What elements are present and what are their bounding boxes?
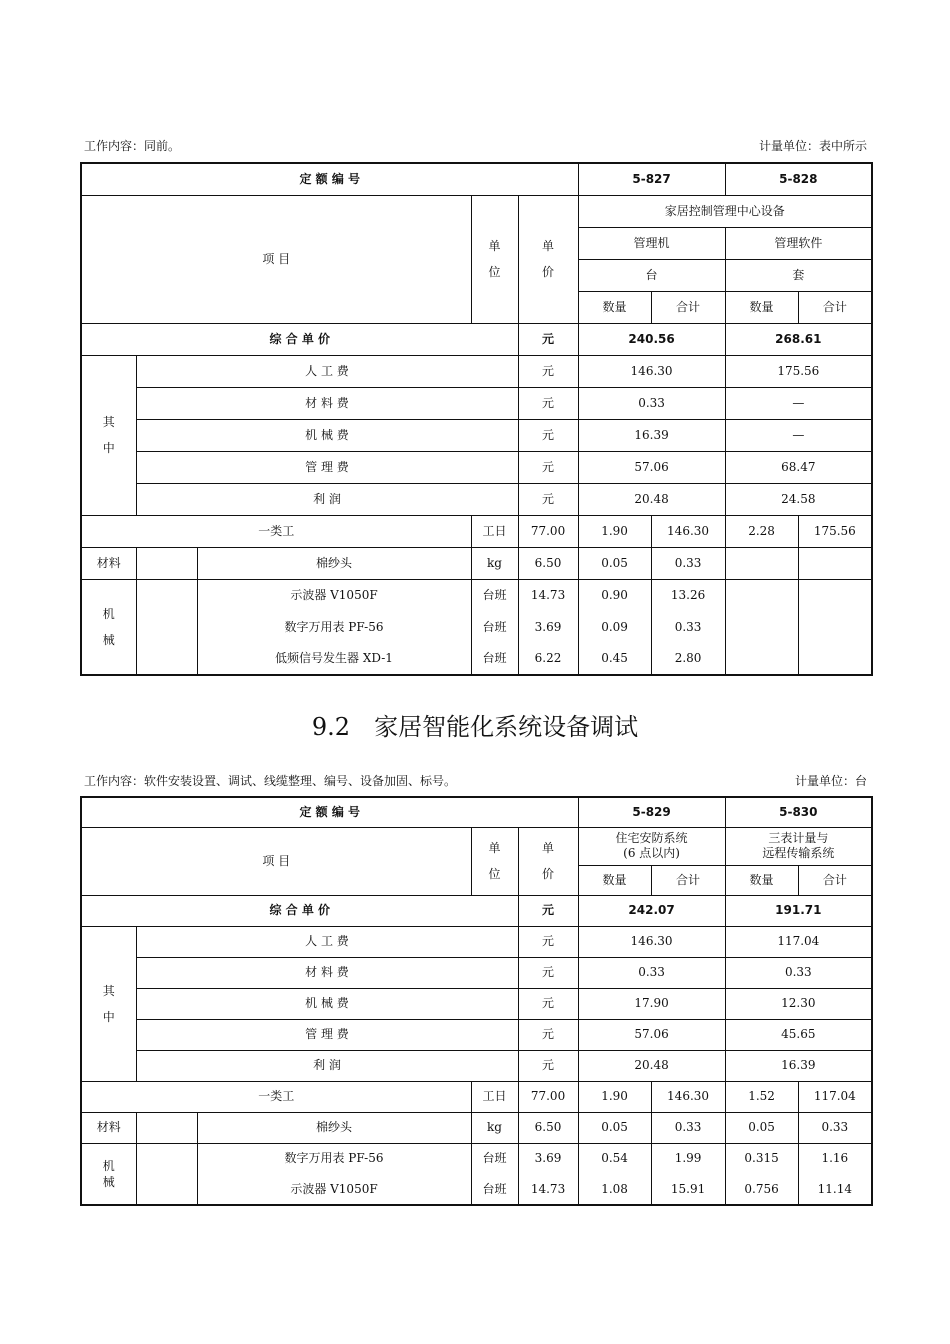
sum-header: 合计 bbox=[798, 865, 872, 895]
total-price: 240.56 bbox=[578, 323, 725, 355]
quota-code: 5-830 bbox=[725, 797, 872, 827]
price-header: 单价 bbox=[518, 827, 578, 895]
material-sum: 0.33 bbox=[651, 547, 725, 579]
machine-name: 示波器 V1050F bbox=[197, 1174, 471, 1205]
material-name: 棉纱头 bbox=[197, 547, 471, 579]
cost-value: — bbox=[725, 387, 872, 419]
machine-name: 低频信号发生器 XD-1 bbox=[197, 643, 471, 675]
material-price: 6.50 bbox=[518, 547, 578, 579]
machine-sum: 2.80 bbox=[651, 643, 725, 675]
machine-qty: 0.756 bbox=[725, 1174, 798, 1205]
labor-unit: 工日 bbox=[471, 515, 518, 547]
machine-qty-empty bbox=[725, 579, 798, 675]
qty-header: 数量 bbox=[725, 291, 798, 323]
machine-name: 数字万用表 PF-56 bbox=[197, 611, 471, 643]
cost-unit: 元 bbox=[518, 355, 578, 387]
labor-name: 一类工 bbox=[81, 515, 471, 547]
machine-code bbox=[136, 1143, 197, 1205]
total-price-label: 综 合 单 价 bbox=[81, 895, 518, 926]
cost-value: 0.33 bbox=[578, 387, 725, 419]
cost-value: 68.47 bbox=[725, 451, 872, 483]
qty-header: 数量 bbox=[578, 865, 651, 895]
material-name: 棉纱头 bbox=[197, 1112, 471, 1143]
item-group: 家居控制管理中心设备 bbox=[578, 195, 872, 227]
qizhong-label: 其中 bbox=[81, 355, 136, 515]
total-price-unit: 元 bbox=[518, 895, 578, 926]
cost-name: 材 料 费 bbox=[136, 387, 518, 419]
cost-unit: 元 bbox=[518, 387, 578, 419]
machine-name: 数字万用表 PF-56 bbox=[197, 1143, 471, 1174]
unit-header: 单位 bbox=[471, 195, 518, 323]
cost-value: 20.48 bbox=[578, 1050, 725, 1081]
work-content-2: 工作内容：软件安装设置、调试、线缆整理、编号、设备加固、标号。 bbox=[84, 774, 457, 788]
quota-code-label: 定 额 编 号 bbox=[81, 797, 578, 827]
cost-unit: 元 bbox=[518, 1050, 578, 1081]
machine-unit: 台班 bbox=[471, 611, 518, 643]
cost-name: 管 理 费 bbox=[136, 451, 518, 483]
machine-sum: 15.91 bbox=[651, 1174, 725, 1205]
machine-sum: 1.99 bbox=[651, 1143, 725, 1174]
quota-code: 5-828 bbox=[725, 163, 872, 195]
labor-unit: 工日 bbox=[471, 1081, 518, 1112]
total-price: 268.61 bbox=[725, 323, 872, 355]
qizhong-label: 其中 bbox=[81, 926, 136, 1081]
cost-value: 16.39 bbox=[725, 1050, 872, 1081]
measure-unit-2: 计量单位：台 bbox=[794, 774, 867, 788]
quota-code: 5-829 bbox=[578, 797, 725, 827]
labor-price: 77.00 bbox=[518, 1081, 578, 1112]
labor-qty: 1.90 bbox=[578, 515, 651, 547]
cost-unit: 元 bbox=[518, 451, 578, 483]
unit-header: 单位 bbox=[471, 827, 518, 895]
machine-sum: 13.26 bbox=[651, 579, 725, 611]
item-name: 管理机 bbox=[578, 227, 725, 259]
item-header: 项 目 bbox=[81, 195, 471, 323]
sum-header: 合计 bbox=[798, 291, 872, 323]
price-header: 单价 bbox=[518, 195, 578, 323]
cost-name: 机 械 费 bbox=[136, 988, 518, 1019]
cost-name: 人 工 费 bbox=[136, 926, 518, 957]
item-name: 住宅安防系统 (6 点以内) bbox=[578, 827, 725, 865]
machine-unit: 台班 bbox=[471, 579, 518, 611]
labor-name: 一类工 bbox=[81, 1081, 471, 1112]
machine-name: 示波器 V1050F bbox=[197, 579, 471, 611]
total-price: 242.07 bbox=[578, 895, 725, 926]
labor-qty: 1.52 bbox=[725, 1081, 798, 1112]
machine-price: 6.22 bbox=[518, 643, 578, 675]
cost-value: 24.58 bbox=[725, 483, 872, 515]
cost-name: 利 润 bbox=[136, 1050, 518, 1081]
cost-value: 20.48 bbox=[578, 483, 725, 515]
material-qty: 0.05 bbox=[578, 1112, 651, 1143]
qty-header: 数量 bbox=[578, 291, 651, 323]
cost-name: 机 械 费 bbox=[136, 419, 518, 451]
machine-sum-empty bbox=[798, 579, 872, 675]
cost-value: 57.06 bbox=[578, 1019, 725, 1050]
machine-qty: 0.45 bbox=[578, 643, 651, 675]
labor-qty: 1.90 bbox=[578, 1081, 651, 1112]
machine-price: 14.73 bbox=[518, 1174, 578, 1205]
material-sum: 0.33 bbox=[651, 1112, 725, 1143]
material-sum: 0.33 bbox=[798, 1112, 872, 1143]
labor-sum: 146.30 bbox=[651, 515, 725, 547]
quota-table-2 bbox=[80, 796, 873, 1206]
machine-unit: 台班 bbox=[471, 643, 518, 675]
item-name: 三表计量与 远程传输系统 bbox=[725, 827, 872, 865]
machine-unit: 台班 bbox=[471, 1174, 518, 1205]
machine-sum: 11.14 bbox=[798, 1174, 872, 1205]
machine-code bbox=[136, 579, 197, 675]
cost-unit: 元 bbox=[518, 926, 578, 957]
cost-unit: 元 bbox=[518, 1019, 578, 1050]
quota-code-label: 定 额 编 号 bbox=[81, 163, 578, 195]
cost-name: 利 润 bbox=[136, 483, 518, 515]
material-code bbox=[136, 547, 197, 579]
cost-value: 45.65 bbox=[725, 1019, 872, 1050]
material-price: 6.50 bbox=[518, 1112, 578, 1143]
labor-sum: 175.56 bbox=[798, 515, 872, 547]
machine-qty: 0.90 bbox=[578, 579, 651, 611]
material-qty bbox=[725, 547, 798, 579]
cost-value: 0.33 bbox=[725, 957, 872, 988]
machine-price: 3.69 bbox=[518, 611, 578, 643]
machine-label: 机械 bbox=[81, 579, 136, 675]
total-price-unit: 元 bbox=[518, 323, 578, 355]
cost-unit: 元 bbox=[518, 419, 578, 451]
machine-label: 机械 bbox=[81, 1143, 136, 1205]
machine-sum: 1.16 bbox=[798, 1143, 872, 1174]
cost-unit: 元 bbox=[518, 483, 578, 515]
cost-name: 人 工 费 bbox=[136, 355, 518, 387]
cost-value: 146.30 bbox=[578, 355, 725, 387]
cost-name: 管 理 费 bbox=[136, 1019, 518, 1050]
machine-sum: 0.33 bbox=[651, 611, 725, 643]
material-unit: kg bbox=[471, 1112, 518, 1143]
cost-unit: 元 bbox=[518, 957, 578, 988]
labor-price: 77.00 bbox=[518, 515, 578, 547]
cost-unit: 元 bbox=[518, 988, 578, 1019]
cost-value: 57.06 bbox=[578, 451, 725, 483]
material-qty: 0.05 bbox=[725, 1112, 798, 1143]
cost-value: 16.39 bbox=[578, 419, 725, 451]
cost-name: 材 料 费 bbox=[136, 957, 518, 988]
machine-unit: 台班 bbox=[471, 1143, 518, 1174]
machine-price: 14.73 bbox=[518, 579, 578, 611]
total-price-label: 综 合 单 价 bbox=[81, 323, 518, 355]
sum-header: 合计 bbox=[651, 291, 725, 323]
total-price: 191.71 bbox=[725, 895, 872, 926]
cost-value: 117.04 bbox=[725, 926, 872, 957]
labor-sum: 146.30 bbox=[651, 1081, 725, 1112]
machine-qty: 1.08 bbox=[578, 1174, 651, 1205]
sum-header: 合计 bbox=[651, 865, 725, 895]
item-unit: 套 bbox=[725, 259, 872, 291]
item-unit: 台 bbox=[578, 259, 725, 291]
cost-value: 146.30 bbox=[578, 926, 725, 957]
machine-qty: 0.315 bbox=[725, 1143, 798, 1174]
item-header: 项 目 bbox=[81, 827, 471, 895]
cost-value: 175.56 bbox=[725, 355, 872, 387]
material-code bbox=[136, 1112, 197, 1143]
quota-code: 5-827 bbox=[578, 163, 725, 195]
cost-value: 0.33 bbox=[578, 957, 725, 988]
work-content-1: 工作内容：同前。 bbox=[84, 139, 181, 153]
material-label: 材料 bbox=[81, 1112, 136, 1143]
machine-price: 3.69 bbox=[518, 1143, 578, 1174]
material-qty: 0.05 bbox=[578, 547, 651, 579]
quota-table-1 bbox=[80, 162, 873, 676]
cost-value: 12.30 bbox=[725, 988, 872, 1019]
material-sum bbox=[798, 547, 872, 579]
material-label: 材料 bbox=[81, 547, 136, 579]
measure-unit-1: 计量单位：表中所示 bbox=[758, 139, 867, 153]
machine-qty: 0.54 bbox=[578, 1143, 651, 1174]
cost-value: 17.90 bbox=[578, 988, 725, 1019]
qty-header: 数量 bbox=[725, 865, 798, 895]
material-unit: kg bbox=[471, 547, 518, 579]
labor-qty: 2.28 bbox=[725, 515, 798, 547]
labor-sum: 117.04 bbox=[798, 1081, 872, 1112]
item-name: 管理软件 bbox=[725, 227, 872, 259]
machine-qty: 0.09 bbox=[578, 611, 651, 643]
cost-value: — bbox=[725, 419, 872, 451]
section-title: 9.2 家居智能化系统设备调试 bbox=[311, 713, 639, 741]
